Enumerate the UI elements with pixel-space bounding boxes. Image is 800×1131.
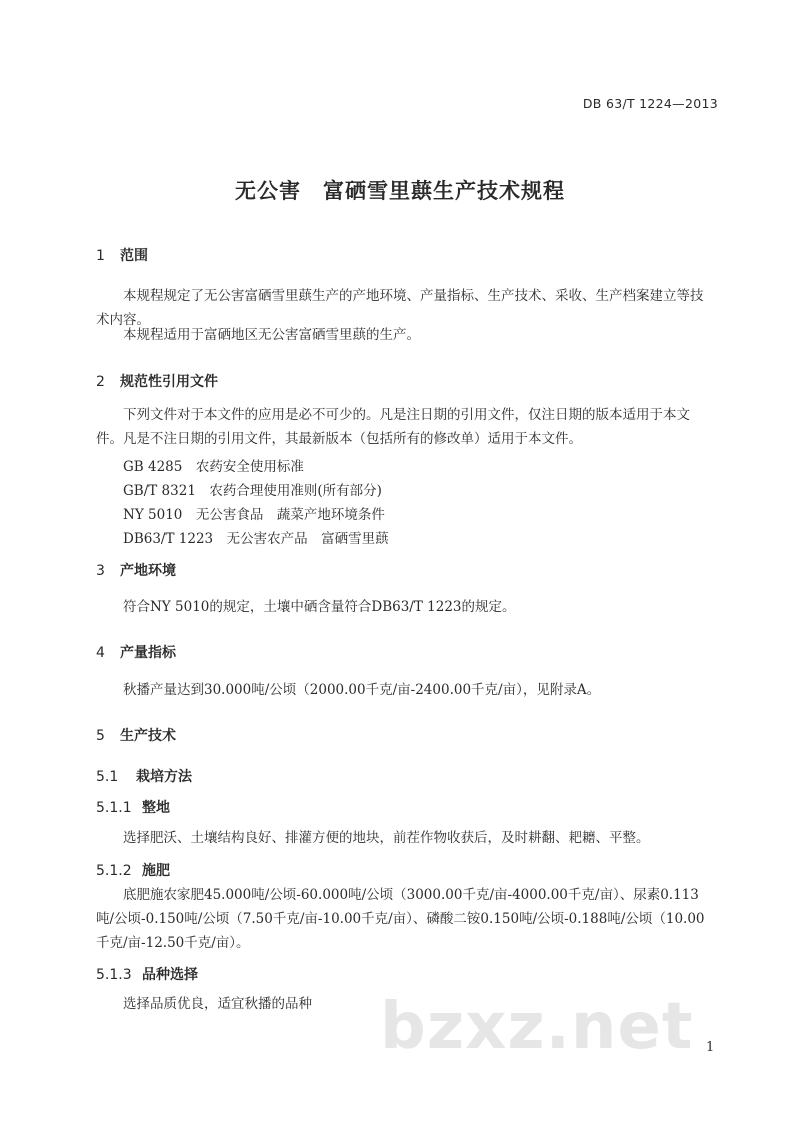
section-number: 5.1.3	[96, 967, 132, 983]
reference-item: GB 4285 农药安全使用标准	[123, 459, 304, 475]
reference-item: NY 5010 无公害食品 蔬菜产地环境条件	[123, 507, 385, 523]
section-title: 产地环境	[120, 563, 176, 579]
section-title: 产量指标	[120, 645, 176, 661]
reference-item: DB63/T 1223 无公害农产品 富硒雪里蕻	[123, 531, 389, 547]
section-number: 5.1.1	[96, 800, 132, 816]
section-title: 规范性引用文件	[120, 374, 218, 390]
section-title: 施肥	[142, 863, 170, 879]
reference-item: GB/T 8321 农药合理使用准则(所有部分)	[123, 483, 382, 499]
watermark: bzxz.net	[380, 990, 694, 1064]
section-number: 2	[96, 374, 105, 390]
section-number: 3	[96, 563, 105, 579]
section-5-1-2-paragraph: 底肥施农家肥45.000吨/公顷-60.000吨/公顷（3000.00千克/亩-4000.00千克/亩）、尿素0.113吨/公顷-0.150吨/公顷（7.50千克/亩-10.00千克/亩）、磷酸二铵0.150吨/公顷-0.188吨/公顷（10.00千克/亩-12.50千克/亩）。	[96, 887, 705, 951]
section-4-paragraph-1: 秋播产量达到30.000吨/公顷（2000.00千克/亩-2400.00千克/亩），见附录A。	[123, 682, 601, 698]
document-title: 无公害 富硒雪里蕻生产技术规程	[235, 179, 565, 203]
section-title: 品种选择	[142, 967, 198, 983]
section-3-heading	[96, 560, 176, 580]
section-title: 栽培方法	[136, 769, 192, 785]
page-number: 1	[706, 1040, 715, 1055]
section-5-1-2-heading	[96, 860, 170, 880]
section-2-heading	[96, 371, 218, 391]
section-1-heading	[96, 245, 148, 265]
section-1-paragraph-1: 本规程规定了无公害富硒雪里蕻生产的产地环境、产量指标、生产技术、采收、生产档案建立等技术内容。	[96, 288, 704, 328]
document-code: DB 63/T 1224—2013	[582, 96, 718, 111]
section-5-1-3-paragraph: 选择品质优良，适宜秋播的品种	[123, 996, 312, 1012]
section-number: 1	[96, 248, 105, 264]
section-number: 4	[96, 645, 105, 661]
section-title: 范围	[120, 248, 148, 264]
section-title: 生产技术	[120, 728, 176, 744]
section-1-paragraph-2: 本规程适用于富硒地区无公害富硒雪里蕻的生产。	[123, 327, 420, 343]
section-5-1-1-paragraph: 选择肥沃、土壤结构良好、排灌方便的地块，前茬作物收获后，及时耕翻、耙耱、平整。	[123, 830, 650, 846]
section-number: 5.1	[96, 769, 119, 785]
section-5-heading	[96, 725, 176, 745]
section-5-1-heading	[96, 766, 192, 786]
section-title: 整地	[142, 800, 170, 816]
section-5-1-1-heading	[96, 797, 170, 817]
section-2-paragraph-1: 下列文件对于本文件的应用是必不可少的。凡是注日期的引用文件，仅注日期的版本适用于本文件。凡是不注日期的引用文件，其最新版本（包括所有的修改单）适用于本文件。	[96, 407, 690, 447]
section-3-paragraph-1: 符合NY 5010的规定，土壤中硒含量符合DB63/T 1223的规定。	[123, 599, 516, 615]
section-number: 5	[96, 728, 105, 744]
section-4-heading	[96, 642, 176, 662]
section-number: 5.1.2	[96, 863, 132, 879]
section-5-1-3-heading	[96, 964, 198, 984]
